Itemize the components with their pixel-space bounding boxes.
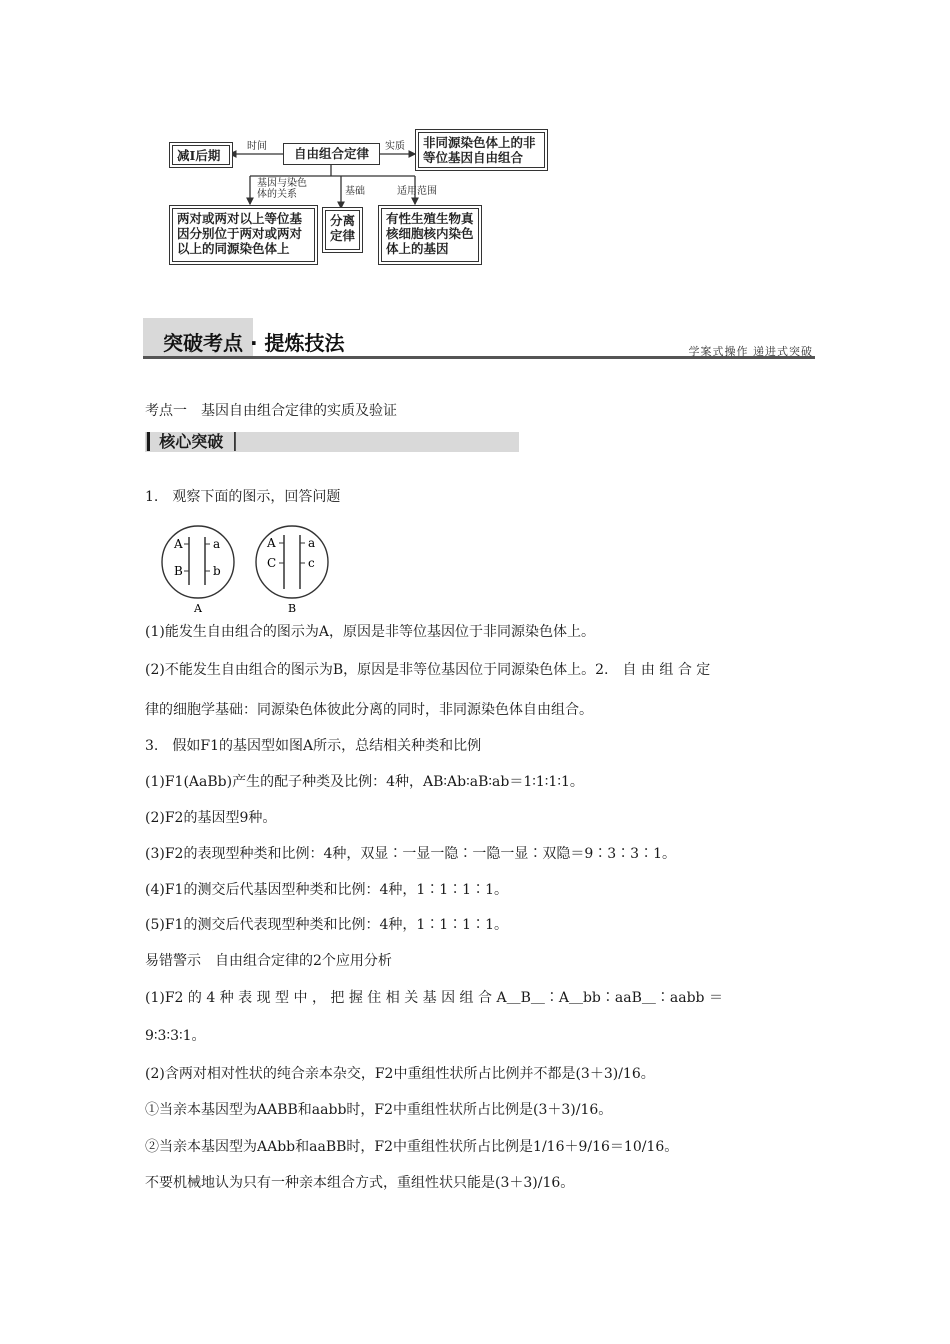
edge-basis-label: 基础 — [345, 186, 365, 197]
text-line: ①当亲本基因型为AABB和aabb时，F2中重组性状所占比例是(3＋3)/16。 — [145, 1102, 613, 1118]
cell-figure — [160, 525, 340, 617]
node-right: 非同源染色体上的非等位基因自由组合 — [418, 132, 545, 168]
cell-a-caption: A — [194, 602, 202, 615]
text-line: (3)F2的表现型种类和比例：4种，双显∶一显一隐∶一隐一显∶双隐＝9∶3∶3∶1。 — [145, 846, 676, 862]
section-subtitle: 学案式操作 递进式突破 — [688, 345, 813, 358]
node-center: 自由组合定律 — [283, 143, 380, 165]
text-line: (2)不能发生自由组合的图示为B，原因是非等位基因位于同源染色体上。2. 自 由 组 合 定 — [145, 662, 711, 678]
text-line: (5)F1的测交后代表现型种类和比例：4种，1∶1∶1∶1。 — [145, 917, 508, 933]
edge-scope-label: 适用范围 — [397, 186, 437, 197]
topic-heading: 考点一 基因自由组合定律的实质及验证 — [145, 403, 397, 419]
text-line: 3. 假如F1的基因型如图A所示，总结相关种类和比例 — [145, 738, 482, 754]
cell-a-label-2: a — [213, 537, 221, 551]
concept-map — [165, 124, 585, 274]
cell-b-label-2: a — [308, 536, 316, 550]
text-line: (4)F1的测交后代基因型种类和比例：4种，1∶1∶1∶1。 — [145, 882, 508, 898]
cell-a-label-1: A — [174, 537, 183, 551]
node-gene-chrom: 两对或两对以上等位基因分别位于两对或两对以上的同源染色体上 — [172, 208, 315, 262]
text-line: (2)含两对相对性状的纯合亲本杂交，F2中重组性状所占比例并不都是(3＋3)/16。 — [145, 1066, 655, 1082]
cell-a-circle — [162, 526, 234, 598]
text-line: (1)F1(AaBb)产生的配子种类及比例：4种，AB∶Ab∶aB∶ab＝1∶1∶1∶1。 — [145, 774, 584, 790]
cell-b-label-4: c — [308, 556, 315, 570]
cell-a-label-3: B — [174, 564, 183, 578]
text-line: ②当亲本基因型为AAbb和aaBB时，F2中重组性状所占比例是1/16＋9/16＝10/16。 — [145, 1139, 679, 1155]
text-line: 不要机械地认为只有一种亲本组合方式，重组性状只能是(3＋3)/16。 — [145, 1175, 575, 1191]
section-title: 突破考点 · 提炼技法 — [163, 331, 345, 355]
cell-b-caption: B — [288, 602, 297, 615]
node-left: 减Ⅰ后期 — [172, 145, 230, 165]
node-basis: 分离定律 — [325, 210, 360, 250]
edge-left-label: 时间 — [247, 141, 267, 152]
section-header — [143, 318, 815, 363]
edge-gene-chrom-label: 基因与染色体的关系 — [257, 178, 307, 200]
cell-b-label-1: A — [267, 536, 276, 550]
node-scope: 有性生殖生物真核细胞核内染色体上的基因 — [381, 208, 479, 262]
text-line: 律的细胞学基础：同源染色体彼此分离的同时，非同源染色体自由组合。 — [145, 702, 593, 718]
edge-right-label: 实质 — [385, 141, 405, 152]
text-line: (1)F2 的 4 种 表 现 型 中 ， 把 握 住 相 关 基 因 组 合 A＿B＿∶A＿bb∶aaB＿∶aabb ＝ — [145, 990, 723, 1006]
question-1: 1. 观察下面的图示，回答问题 — [145, 489, 341, 505]
text-line: 9∶3∶3∶1。 — [145, 1028, 206, 1044]
core-label: ▎核心突破▕ — [147, 432, 236, 451]
text-line: (2)F2的基因型9种。 — [145, 810, 277, 826]
warning-heading: 易错警示 自由组合定律的2个应用分析 — [145, 953, 392, 969]
text-line: (1)能发生自由组合的图示为A，原因是非等位基因位于非同源染色体上。 — [145, 624, 595, 640]
cell-b-label-3: C — [267, 556, 277, 570]
cell-a-label-4: b — [213, 564, 221, 578]
cell-diagram — [160, 525, 340, 617]
core-banner — [145, 432, 519, 452]
